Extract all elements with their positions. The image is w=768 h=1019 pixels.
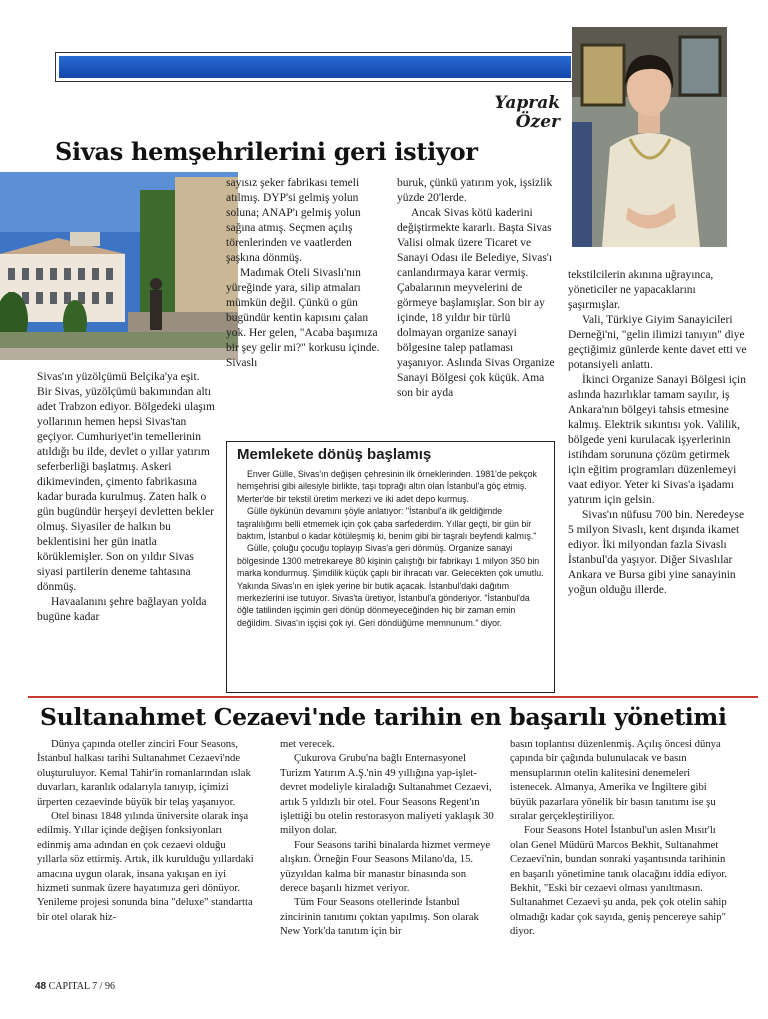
byline-first-name: Yaprak <box>494 93 560 113</box>
page-footer <box>35 981 115 992</box>
paragraph: basın toplantısı düzenlenmiş. Açılış öncesi dünya çapında bir çağında bulunulacak ve basın mensuplarının otelin kalitesini denemeleri istenecek. Almanya, Amerika ve İngiltere gibi büyük pazarlara yönelik bir basın tanıtımı ise şu sıralar gerçekleştiriliyor. <box>510 738 721 823</box>
paragraph: Vali, Türkiye Giyim Sanayicileri Derneği'ni, "gelin ilimizi tanıyın" diye geçtiğimiz günlerde kente davet etti ve potansiyeli anlattı. <box>568 314 747 371</box>
paragraph: Çukurova Grubu'na bağlı Enternasyonel Turizm Yatırım A.Ş.'nin 49 yıllığına yap-işlet-devret modeliyle kiraladığı Sultanahmet Cezaevi, artık 5 yıldızlı bir otel. Four Seasons Regent'ın işlettiği bu otelin restorasyon maliyeti yaklaşık 30 milyon dolar. <box>280 752 494 837</box>
sidebar-body <box>237 468 545 629</box>
article1-headline: Sivas hemşehrilerini geri istiyor <box>55 137 478 166</box>
paragraph: Four Seasons Hotel İstanbul'un aslen Mısır'lı olan Genel Müdürü Marcos Bekhit, Sultanahmet Cezaevi'nin, bundan sonraki yaşantısında tarihinin en başarılı yönetimine tanık olacağını iddia ediyor. Bekhit, "Eski bir cezaevi olması yanıltmasın. Sultanahmet Cezaevi şu anda, pek çok otelin sahip olmadığı kadar çok sayıda, geniş pencereye sahip" diyor. <box>510 824 727 938</box>
byline-last-name: Özer <box>515 112 560 132</box>
sidebar-box <box>226 441 555 693</box>
paragraph: Sivas'ın yüzölçümü Belçika'ya eşit. Bir Sivas, yüzölçümü bakımından altı adet Trabzon ediyor. Bölgedeki ulaşım yollarının hemen hepsi Sivas'tan geçiyor. Cumhuriyet'in temellerinin atıldığı bu ilde, devlet o yıllar yatırım seferberliği başlatmış. Askeri dikimevinden, çimento fabrikasına kadar burada kurulmuş. Zaten halk o gün bugündür herşeyi devletten bekler olmuş. Siyasiler de halkın bu beklentisini her gün inatla körüklemişler. Son on yıldır Sivas siyasi partilerin deneme tahtasına dönmüş. <box>37 371 215 593</box>
page-number: 48 <box>35 981 47 992</box>
article1-column-3 <box>397 176 555 401</box>
byline <box>460 94 560 132</box>
paragraph: Madımak Oteli Sivaslı'nın yüreğinde yara, silip atmaları mümkün değil. Çünkü o gün bugündür kentin kapısını çalan yok. Her gelen, "Acaba başımıza bir şey gelir mi?" korkusu içinde. Sivaslı <box>226 267 380 369</box>
sivas-photo <box>0 172 238 360</box>
paragraph: Enver Gülle, Sivas'ın değişen çehresinin ilk örneklerinden. 1981'de pekçok hemşehrisi gibi ailesiyle birlikte, taşı toprağı altın olan İstanbul'a göç etmiş. Merter'de bir tekstil üretim merkezi ve iki adet depo kurmuş. <box>237 469 537 504</box>
paragraph: Gülle öykünün devamını şöyle anlatıyor: "İstanbul'a ilk geldiğimde taşralılığımı belli etmemek için çok çaba sarfederdim. Yıllar geçti, bir gün bir baktım, İstanbul o kadar kötüleşmiş ki, benim gibi bir taşralı beyfendi kalmış." <box>237 506 537 542</box>
article1-column-4 <box>568 268 748 598</box>
paragraph: İkinci Organize Sanayi Bölgesi için aslında hazırlıklar tamam sayılır, iş Ankara'nın bölgeyi tahsis etmesine kalmış. Elektrik sıkıntısı yok. Valilik, bölgede yeni kurulacak işyerlerinin istihdam sorununa çözüm getirmek için eğitim programları düzenlemeyi vaat ediyor. Yeter ki Sivas'a işadamı yatırım için gelsin. <box>568 374 746 506</box>
author-photo <box>572 27 727 247</box>
paragraph: Gülle, çoluğu çocuğu toplayıp Sivas'a geri dönmüş. Organize sanayi bölgesinde 1300 metrekareye 80 kişinin çalıştığı bir fabrikayı 1 milyon 350 bin marka kondurmuş. Şimdilik küçük çaplı bir ihracatı var. Gelecekten çok umutlu. Yakında Sivas'ın en işlek yerine bir butik açacak. İstanbul'daki dağıtım merkezlerini ise tutuyor. Sivas'ta üretiyor, İstanbul'a gönderiyor. "İstanbul'da öğle tatilinden işçimin geri dönüp dönmeyeceğinden hiç bir zaman emin değildim. Sivas'ın işçisi çok iyi. Geri döndüğüme memnunum." diyor. <box>237 543 544 628</box>
section-divider <box>28 696 758 698</box>
article2-headline: Sultanahmet Cezaevi'nde tarihin en başarılı yönetimi <box>40 703 727 731</box>
article2-column-1 <box>37 737 255 924</box>
article1-column-2 <box>226 176 386 371</box>
paragraph: Tüm Four Seasons otellerinde İstanbul zincirinin tanıtımı çoktan yapılmış. Son olarak New York'da tanıtım için bir <box>280 896 479 938</box>
paragraph: met verecek. <box>280 738 335 750</box>
paragraph: Havaalanını şehre bağlayan yolda bugüne kadar <box>37 596 207 623</box>
paragraph: Dünya çapında oteller zinciri Four Seasons, İstanbul halkası tarihi Sultanahmet Cezaevi'nde oluşturuluyor. Kemal Tahir'in romanlarından ıslak duvarları, karanlık odalarıyla tanıyıp, içimizi ürperten cezaevinde büyük bir telaş yaşanıyor. <box>37 738 251 808</box>
paragraph: Four Seasons tarihi binalarda hizmet vermeye alışkın. Örneğin Four Seasons Milano'da, 15. yüzyıldan kalma bir manastır binasında son derece başarılı hizmet veriyor. <box>280 838 491 895</box>
header-banner <box>55 52 575 82</box>
paragraph: tekstilcilerin akınına uğrayınca, yöneticiler ne yapacaklarını şaşırmışlar. <box>568 269 714 311</box>
paragraph: sayısız şeker fabrikası temeli atılmış. DYP'si gelmiş yolun soluna; ANAP'ı gelmiş yolun sağına atmış. Seçmen açılış törenlerinden ve vaatlerden şaşkına dönmüş. <box>226 177 361 264</box>
article2-column-3 <box>510 737 732 939</box>
paragraph: buruk, çünkü yatırım yok, işsizlik yüzde 20'lerde. <box>397 177 553 204</box>
article1-column-1 <box>37 370 217 625</box>
paragraph: Sivas'ın nüfusu 700 bin. Neredeyse 5 milyon Sivaslı, kent dışında ikamet ediyor. İki milyondan fazla Sivaslı İstanbul'da yaşıyor. Diğer Sivaslılar Ankara ve Bursa gibi yine sanayinin yoğun olduğu illerde. <box>568 509 745 596</box>
paragraph: Otel binası 1848 yılında üniversite olarak inşa edilmiş. Yıllar içinde değişen fonksiyonları edinmiş ama adından en çok cezaevi olduğu yıllarla söz ettirmiş. Artık, ilk kurulduğu yıllardaki amacına uygun olarak, insana yakışan en iyi hizmeti sunmak üzere hayatımıza geri dönüyor. Yenileme projesi sonunda bina "deluxe" standartta bir otel olarak hiz- <box>37 810 254 923</box>
paragraph: Ancak Sivas kötü kaderini değiştirmekte kararlı. Başta Sivas Valisi olmak üzere Ticaret ve Sanayi Odası ile Belediye, Sivas'ı canlandırmaya karar vermiş. Çabalarının meyvelerini de görmeye başlamışlar. Son bir ay içinde, 18 yıldır bir türlü dolmayan organize sanayi bölgesine talep patlaması yaşanıyor. Aslında Sivas Organize Sanayi Bölgesi çok küçük. Ama son bir ayda <box>397 207 555 399</box>
magazine-issue: CAPITAL 7 / 96 <box>48 981 115 992</box>
sidebar-title: Memlekete dönüş başlamış <box>237 446 432 463</box>
article2-column-2 <box>280 737 496 939</box>
